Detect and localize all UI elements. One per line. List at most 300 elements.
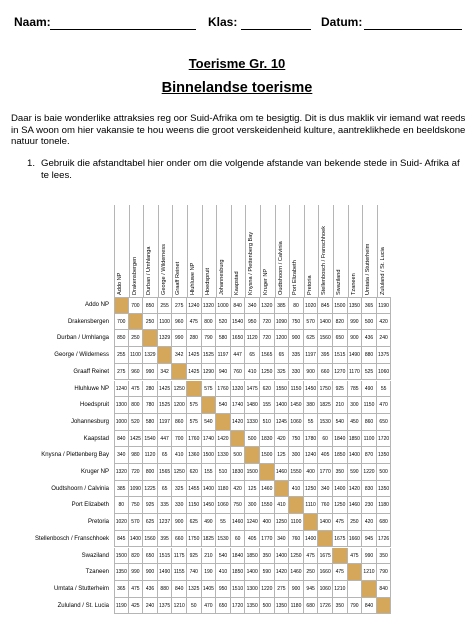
distance-cell: 1500	[333, 297, 348, 314]
distance-cell: 850	[114, 330, 129, 347]
distance-cell: 790	[348, 598, 363, 615]
distance-cell: 1515	[158, 548, 173, 565]
diagonal-cell	[245, 447, 260, 464]
distance-cell: 525	[362, 364, 377, 381]
column-divider	[304, 205, 305, 297]
distance-cell: 300	[348, 397, 363, 414]
distance-cell: 1237	[158, 514, 173, 531]
distance-cell: 990	[348, 314, 363, 331]
distance-cell: 1375	[158, 598, 173, 615]
distance-cell: 1100	[129, 347, 144, 364]
date-label: Datum:	[321, 15, 363, 29]
distance-cell: 1425	[129, 431, 144, 448]
distance-cell: 405	[245, 531, 260, 548]
distance-cell: 385	[275, 297, 290, 314]
distance-cell: 55	[377, 381, 392, 398]
distance-cell: 1400	[333, 481, 348, 498]
distance-cell: 1240	[304, 447, 319, 464]
distance-cell: 500	[260, 598, 275, 615]
distance-cell: 1240	[245, 514, 260, 531]
distance-cell: 65	[245, 347, 260, 364]
distance-cell: 760	[289, 531, 304, 548]
distance-cell: 1220	[260, 581, 275, 598]
row-label: Hluhluwe NP	[74, 385, 109, 392]
distance-cell: 900	[143, 564, 158, 581]
distance-cell: 620	[260, 381, 275, 398]
distance-cell: 475	[333, 514, 348, 531]
column-header-label: Durban / Umhlanga	[146, 246, 153, 295]
distance-cell: 1460	[231, 514, 246, 531]
distance-cell: 475	[333, 564, 348, 581]
distance-cell: 1455	[187, 481, 202, 498]
distance-cell: 500	[245, 431, 260, 448]
distance-cell: 945	[362, 531, 377, 548]
diagonal-cell	[362, 581, 377, 598]
distance-cell: 660	[172, 531, 187, 548]
distance-cell: 785	[348, 381, 363, 398]
distance-cell: 950	[216, 581, 231, 598]
distance-cell: 1850	[348, 431, 363, 448]
distance-cell	[348, 581, 363, 598]
distance-cell: 1170	[348, 364, 363, 381]
distance-cell: 350	[333, 464, 348, 481]
distance-cell: 55	[304, 414, 319, 431]
diagonal-cell	[143, 330, 158, 347]
distance-cell: 625	[143, 514, 158, 531]
column-divider	[318, 205, 319, 297]
distance-cell: 800	[202, 314, 217, 331]
distance-cell: 1250	[275, 514, 290, 531]
distance-cell: 420	[362, 514, 377, 531]
row-label: Zululand / St. Lucia	[57, 602, 109, 609]
distance-cell: 1500	[202, 447, 217, 464]
distance-cell: 1100	[289, 514, 304, 531]
distance-cell: 1150	[362, 397, 377, 414]
distance-cell: 840	[114, 431, 129, 448]
distance-cell: 900	[289, 581, 304, 598]
distance-cell: 580	[216, 330, 231, 347]
distance-cell: 475	[129, 381, 144, 398]
distance-cell: 540	[202, 414, 217, 431]
row-label: Kaapstad	[83, 435, 109, 442]
distance-cell: 436	[362, 330, 377, 347]
distance-cell: 1500	[114, 548, 129, 565]
distance-cell: 255	[158, 297, 173, 314]
distance-cell: 1450	[304, 381, 319, 398]
column-header	[289, 205, 304, 295]
distance-cell: 1330	[245, 414, 260, 431]
distance-cell: 1500	[260, 447, 275, 464]
distance-cell: 840	[172, 581, 187, 598]
distance-cell: 750	[289, 314, 304, 331]
distance-cell: 250	[304, 564, 319, 581]
column-header-label: Umtata / Stutterheim	[365, 243, 372, 295]
distance-cell: 1200	[275, 330, 290, 347]
distance-cell: 385	[114, 481, 129, 498]
distance-cell: 945	[304, 581, 319, 598]
diagonal-cell	[289, 497, 304, 514]
distance-cell: 475	[129, 581, 144, 598]
distance-cell: 1400	[318, 514, 333, 531]
distance-cell: 650	[216, 598, 231, 615]
distance-cell: 1400	[275, 397, 290, 414]
diagonal-cell	[348, 564, 363, 581]
student-header	[14, 15, 464, 33]
distance-cell: 1320	[231, 381, 246, 398]
distance-cell: 340	[245, 297, 260, 314]
distance-cell: 510	[260, 414, 275, 431]
column-header	[129, 205, 144, 295]
distance-cell: 410	[275, 497, 290, 514]
distance-cell: 1760	[187, 431, 202, 448]
distance-cell: 1150	[289, 381, 304, 398]
distance-cell: 650	[377, 414, 392, 431]
distance-cell: 1400	[348, 447, 363, 464]
column-header	[143, 205, 158, 295]
column-header-label: Kruger NP	[263, 268, 269, 295]
distance-cell: 1210	[362, 564, 377, 581]
column-divider	[216, 205, 217, 297]
distance-cell: 447	[231, 347, 246, 364]
column-divider	[158, 205, 159, 297]
column-header-label: Oudtshoorn / Calvinia	[277, 241, 284, 295]
distance-cell: 280	[143, 381, 158, 398]
distance-cell: 1300	[245, 581, 260, 598]
distance-cell: 1530	[216, 531, 231, 548]
distance-cell: 850	[143, 297, 158, 314]
distance-cell: 250	[143, 314, 158, 331]
distance-cell: 1425	[187, 364, 202, 381]
distance-cell: 1110	[304, 497, 319, 514]
column-header-label: Johannesburg	[219, 259, 226, 295]
distance-cell: 740	[187, 564, 202, 581]
distance-cell: 60	[231, 531, 246, 548]
distance-cell: 365	[362, 297, 377, 314]
distance-cell: 1250	[304, 481, 319, 498]
distance-cell: 1350	[377, 481, 392, 498]
distance-cell: 330	[172, 497, 187, 514]
class-label: Klas:	[208, 15, 238, 29]
distance-cell: 1350	[114, 564, 129, 581]
distance-cell: 1850	[333, 447, 348, 464]
distance-cell: 1400	[129, 531, 144, 548]
distance-cell: 820	[333, 314, 348, 331]
distance-cell: 1250	[333, 497, 348, 514]
distance-cell: 395	[158, 531, 173, 548]
distance-cell: 420	[377, 314, 392, 331]
distance-cell: 990	[362, 548, 377, 565]
distance-cell: 365	[114, 581, 129, 598]
distance-cell: 410	[245, 364, 260, 381]
distance-cell: 1120	[245, 330, 260, 347]
distance-cell: 125	[275, 447, 290, 464]
distance-cell: 447	[158, 431, 173, 448]
diagonal-cell	[129, 314, 144, 331]
distance-cell: 475	[304, 548, 319, 565]
distance-cell: 900	[304, 364, 319, 381]
distance-cell: 1540	[231, 314, 246, 331]
column-header-label: Tzaneen	[350, 273, 357, 295]
distance-cell: 410	[289, 481, 304, 498]
distance-cell: 1560	[143, 531, 158, 548]
question-number: 1.	[27, 158, 36, 169]
distance-cell: 860	[362, 414, 377, 431]
distance-cell: 790	[377, 564, 392, 581]
distance-cell: 840	[362, 598, 377, 615]
column-header-label: Kaapstad	[233, 271, 240, 295]
column-header-label: Pretoria	[306, 275, 313, 295]
distance-cell: 960	[172, 314, 187, 331]
distance-cell: 470	[377, 397, 392, 414]
distance-cell: 1425	[187, 347, 202, 364]
distance-cell: 1090	[129, 481, 144, 498]
distance-cell: 1180	[289, 598, 304, 615]
distance-cell: 1515	[333, 347, 348, 364]
distance-cell: 240	[377, 330, 392, 347]
distance-cell: 870	[362, 447, 377, 464]
column-header	[260, 205, 275, 295]
distance-cell: 1540	[143, 431, 158, 448]
distance-cell: 155	[202, 464, 217, 481]
distance-cell: 820	[129, 548, 144, 565]
distance-cell: 925	[333, 381, 348, 398]
distance-cell: 1480	[245, 397, 260, 414]
distance-cell: 490	[202, 514, 217, 531]
column-divider	[245, 205, 246, 297]
distance-cell: 590	[348, 464, 363, 481]
row-label: Graaff Reinet	[73, 368, 109, 375]
distance-cell: 1650	[231, 330, 246, 347]
distance-cell: 1155	[172, 564, 187, 581]
column-divider	[202, 205, 203, 297]
date-field-line[interactable]	[364, 29, 462, 30]
distance-cell: 925	[187, 548, 202, 565]
distance-cell: 1220	[362, 464, 377, 481]
distance-cell: 350	[377, 548, 392, 565]
diagonal-cell	[377, 598, 392, 615]
distance-cell: 250	[129, 330, 144, 347]
column-divider	[348, 205, 349, 297]
distance-cell: 335	[158, 497, 173, 514]
diagonal-cell	[202, 397, 217, 414]
diagonal-cell	[216, 414, 231, 431]
distance-cell: 840	[377, 581, 392, 598]
distance-cell: 590	[260, 564, 275, 581]
distance-cell: 1830	[260, 431, 275, 448]
distance-cell: 1240	[187, 297, 202, 314]
distance-cell: 155	[260, 397, 275, 414]
distance-cell: 1200	[172, 397, 187, 414]
distance-cell: 1525	[158, 397, 173, 414]
distance-cell: 840	[231, 297, 246, 314]
distance-cell: 65	[158, 481, 173, 498]
distance-cell: 1770	[260, 531, 275, 548]
distance-cell: 1420	[216, 431, 231, 448]
distance-cell: 1726	[318, 598, 333, 615]
column-header-label: Hluhluwe NP	[190, 262, 196, 295]
distance-cell: 960	[129, 364, 144, 381]
distance-cell: 845	[318, 297, 333, 314]
distance-cell: 720	[260, 314, 275, 331]
distance-cell: 1225	[143, 481, 158, 498]
distance-cell: 1565	[158, 464, 173, 481]
row-label: Port Elizabeth	[71, 502, 109, 509]
distance-cell: 750	[231, 497, 246, 514]
column-header-label: Swaziland	[336, 269, 342, 295]
distance-cell: 1245	[275, 414, 290, 431]
column-divider	[187, 205, 188, 297]
distance-cell: 1675	[318, 548, 333, 565]
distance-cell: 275	[172, 297, 187, 314]
distance-cell: 720	[129, 464, 144, 481]
distance-cell: 1330	[216, 447, 231, 464]
diagonal-cell	[260, 464, 275, 481]
distance-cell: 250	[348, 514, 363, 531]
row-label: Swaziland	[81, 552, 109, 559]
page-subtitle: Binnelandse toerisme	[161, 80, 313, 96]
distance-cell: 1100	[158, 314, 173, 331]
distance-cell: 1780	[304, 431, 319, 448]
distance-cell: 340	[275, 531, 290, 548]
row-label: Johannesburg	[70, 418, 109, 425]
distance-cell: 1175	[172, 548, 187, 565]
distance-cell: 1830	[231, 464, 246, 481]
distance-cell: 570	[129, 514, 144, 531]
distance-cell: 410	[216, 564, 231, 581]
distance-cell: 500	[231, 447, 246, 464]
distance-cell: 1825	[202, 531, 217, 548]
column-header	[114, 205, 129, 295]
row-label: Pretoria	[87, 519, 109, 526]
column-header	[172, 205, 187, 295]
distance-cell: 1550	[260, 497, 275, 514]
distance-cell: 55	[216, 514, 231, 531]
distance-cell: 575	[202, 381, 217, 398]
distance-cell: 300	[289, 447, 304, 464]
column-header	[362, 205, 377, 295]
distance-cell: 330	[289, 364, 304, 381]
distance-cell: 1120	[143, 447, 158, 464]
distance-cell: 1420	[348, 481, 363, 498]
distance-cell: 660	[318, 364, 333, 381]
column-header-label: Port Elizabeth	[292, 260, 299, 295]
diagonal-cell	[158, 347, 173, 364]
distance-cell: 350	[260, 548, 275, 565]
distance-cell: 1150	[187, 497, 202, 514]
distance-cell: 500	[362, 314, 377, 331]
distance-cell: 1450	[289, 397, 304, 414]
distance-cell: 1840	[333, 431, 348, 448]
distance-cell: 275	[275, 581, 290, 598]
distance-cell: 700	[114, 314, 129, 331]
distance-cell: 1329	[158, 330, 173, 347]
distance-cell: 1450	[202, 497, 217, 514]
distance-cell: 410	[172, 447, 187, 464]
distance-cell: 620	[187, 464, 202, 481]
row-label: Addo NP	[84, 302, 109, 308]
distance-cell: 1180	[216, 481, 231, 498]
distance-cell: 950	[245, 314, 260, 331]
distance-cell: 210	[333, 397, 348, 414]
diagonal-cell	[172, 364, 187, 381]
distance-cell: 255	[114, 347, 129, 364]
column-divider	[362, 205, 363, 297]
distance-cell: 1405	[202, 581, 217, 598]
column-divider	[172, 205, 173, 297]
column-header	[202, 205, 217, 295]
distance-cell: 1320	[202, 297, 217, 314]
column-header	[333, 205, 348, 295]
distance-cell: 1750	[318, 381, 333, 398]
column-header	[231, 205, 246, 295]
distance-cell: 425	[129, 598, 144, 615]
distance-cell: 1750	[187, 531, 202, 548]
distance-cell: 1350	[377, 447, 392, 464]
distance-cell: 940	[216, 364, 231, 381]
distance-cell: 1560	[318, 330, 333, 347]
distance-cell: 1210	[333, 581, 348, 598]
column-header-label: Graaff Reinet	[175, 261, 182, 295]
distance-cell: 400	[260, 514, 275, 531]
distance-cell: 1720	[377, 431, 392, 448]
distance-cell: 350	[333, 598, 348, 615]
page-title: Toerisme Gr. 10	[188, 56, 286, 71]
distance-cell: 490	[362, 381, 377, 398]
distance-cell: 240	[143, 598, 158, 615]
distance-cell: 1825	[318, 397, 333, 414]
column-divider	[289, 205, 290, 297]
distance-cell: 1197	[158, 414, 173, 431]
row-label: Hoedspruit	[79, 402, 109, 409]
distance-cell: 1100	[362, 431, 377, 448]
distance-cell: 990	[172, 330, 187, 347]
distance-cell: 1675	[333, 531, 348, 548]
distance-cell: 880	[158, 581, 173, 598]
distance-cell: 845	[114, 531, 129, 548]
column-divider	[143, 205, 144, 297]
distance-cell: 1250	[172, 381, 187, 398]
column-header	[318, 205, 333, 295]
distance-cell: 1000	[114, 414, 129, 431]
distance-cell: 65	[275, 347, 290, 364]
distance-cell: 1660	[348, 531, 363, 548]
name-label: Naam:	[14, 15, 51, 29]
name-field-line[interactable]	[50, 29, 196, 30]
diagonal-cell	[114, 297, 129, 314]
distance-cell: 540	[216, 397, 231, 414]
column-divider	[260, 205, 261, 297]
distance-cell: 1850	[231, 564, 246, 581]
distance-cell: 830	[362, 481, 377, 498]
diagonal-cell	[333, 548, 348, 565]
distance-cell: 520	[129, 414, 144, 431]
distance-cell: 1840	[231, 548, 246, 565]
row-label: George / Wilderness	[54, 352, 109, 359]
distance-cell: 880	[362, 347, 377, 364]
distance-cell: 650	[333, 330, 348, 347]
distance-cell: 1490	[158, 564, 173, 581]
distance-cell: 50	[187, 598, 202, 615]
column-divider	[333, 205, 334, 297]
class-field-line[interactable]	[241, 29, 311, 30]
distance-cell: 80	[114, 497, 129, 514]
row-label: Tzaneen	[85, 569, 109, 576]
distance-cell: 1400	[245, 564, 260, 581]
intro-paragraph: Daar is baie wonderlike attraksies reg oor Suid-Afrika om te besigtig. Dit is dus maklik vir iemand wat reeds in SA woon om hier vakansie te hou weens die groot verskeidenheid kulture, aantreklikhede en beeldskone natuur tonele.	[11, 113, 466, 147]
distance-cell: 1000	[216, 297, 231, 314]
distance-cell: 1460	[289, 564, 304, 581]
column-header	[245, 205, 260, 295]
